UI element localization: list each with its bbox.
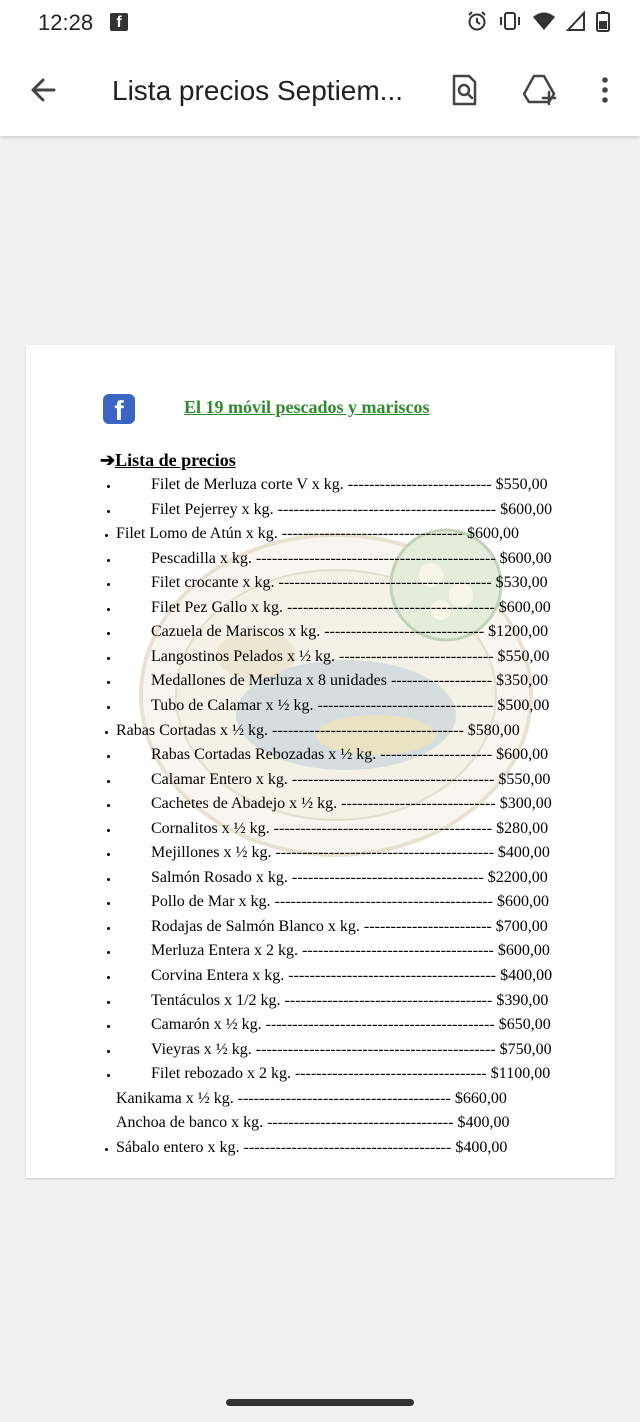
item-name: Filet Lomo de Atún x kg. xyxy=(116,525,278,542)
item-name: Corvina Entera x kg. xyxy=(151,967,285,984)
dot-leader: ----------------------------------- xyxy=(263,1114,458,1131)
list-bullet xyxy=(107,829,110,832)
list-bullet xyxy=(107,878,110,881)
item-price: $500,00 xyxy=(497,697,550,714)
price-list-item xyxy=(151,890,549,914)
list-bullet xyxy=(107,1025,110,1028)
dot-leader: ----------------------------- xyxy=(335,648,498,665)
status-time: 12:28 xyxy=(38,10,94,35)
item-price: $550,00 xyxy=(495,476,548,493)
price-list-item xyxy=(151,768,550,792)
add-to-drive-button[interactable] xyxy=(518,68,562,112)
item-name: Filet crocante x kg. xyxy=(151,574,275,591)
item-name: Salmón Rosado x kg. xyxy=(151,869,288,886)
price-list-item xyxy=(151,792,552,816)
price-list-item xyxy=(151,669,548,693)
dot-leader: --------------------- xyxy=(376,746,497,763)
item-price: $350,00 xyxy=(496,672,549,689)
back-button[interactable] xyxy=(24,68,68,112)
wifi-icon xyxy=(532,10,556,37)
price-list-item xyxy=(151,915,548,939)
price-list-item xyxy=(116,1136,507,1160)
price-list-item xyxy=(151,596,551,620)
facebook-logo: f xyxy=(103,394,135,424)
list-bullet xyxy=(107,1074,110,1077)
dot-leader: ----------------------------------------- xyxy=(273,501,501,518)
item-price: $700,00 xyxy=(495,918,548,935)
price-list-item xyxy=(116,522,519,546)
item-name: Camarón x ½ kg. xyxy=(151,1016,262,1033)
item-price: $600,00 xyxy=(497,893,549,910)
list-bullet xyxy=(107,780,110,783)
dot-leader: ------------------------------ xyxy=(320,623,489,640)
item-name: Langostinos Pelados x ½ kg. xyxy=(151,648,335,665)
item-name: Pollo de Mar x kg. xyxy=(151,893,271,910)
dot-leader: ----------------------------- xyxy=(337,795,500,812)
list-bullet xyxy=(107,657,110,660)
list-bullet xyxy=(107,976,110,979)
price-list-item xyxy=(151,817,548,841)
price-list-item xyxy=(151,1038,552,1062)
item-name: Medallones de Merluza x 8 unidades xyxy=(151,672,387,689)
item-name: Filet Pez Gallo x kg. xyxy=(151,599,283,616)
item-name: Pescadilla x kg. xyxy=(151,550,252,567)
find-in-document-button[interactable] xyxy=(442,68,486,112)
list-bullet xyxy=(107,951,110,954)
arrow-right-icon: ➔ xyxy=(100,450,116,470)
document-heading: El 19 móvil pescados y mariscos xyxy=(184,397,430,417)
price-list-title-text: Lista de precios xyxy=(115,450,236,470)
battery-icon xyxy=(596,10,610,37)
gesture-navigation-bar[interactable] xyxy=(226,1399,414,1406)
price-list-item xyxy=(151,939,550,963)
dot-leader: --------------------------------- xyxy=(313,697,498,714)
list-bullet xyxy=(107,1050,110,1053)
price-list-item xyxy=(151,694,549,718)
dot-leader: ---------------------------------------- xyxy=(274,574,496,591)
dot-leader: ------------------------------------ xyxy=(298,942,498,959)
item-name: Filet rebozado x 2 kg. xyxy=(151,1065,291,1082)
item-price: $300,00 xyxy=(499,795,552,812)
list-bullet xyxy=(107,804,110,807)
item-price: $390,00 xyxy=(496,992,549,1009)
price-list-item xyxy=(151,498,552,522)
document-page[interactable] xyxy=(26,345,615,1178)
item-price: $650,00 xyxy=(498,1016,551,1033)
dot-leader: --------------------------------------------- xyxy=(251,550,500,567)
list-bullet xyxy=(107,681,110,684)
item-name: Cazuela de Mariscos x kg. xyxy=(151,623,321,640)
price-list-item xyxy=(151,645,550,669)
dot-leader: ------------------- xyxy=(386,672,497,689)
add-to-drive-icon xyxy=(518,68,562,112)
price-list-item xyxy=(151,989,548,1013)
status-bar xyxy=(0,0,640,48)
back-arrow-icon xyxy=(24,68,68,112)
app-bar xyxy=(0,48,640,136)
list-bullet xyxy=(105,731,108,734)
item-price: $660,00 xyxy=(454,1090,507,1107)
item-name: Sábalo entero x kg. xyxy=(116,1139,240,1156)
list-bullet xyxy=(107,485,110,488)
item-name: Mejillones x ½ kg. xyxy=(151,844,272,861)
alarm-icon xyxy=(466,10,488,37)
item-name: Rodajas de Salmón Blanco x kg. xyxy=(151,918,360,935)
item-name: Filet Pejerrey x kg. xyxy=(151,501,274,518)
price-list-title xyxy=(100,450,236,471)
list-bullet xyxy=(107,853,110,856)
item-price: $580,00 xyxy=(467,722,520,739)
list-bullet xyxy=(105,534,108,537)
item-price: $600,00 xyxy=(500,501,553,518)
dot-leader: --------------------------------------- xyxy=(284,967,501,984)
item-price: $1200,00 xyxy=(488,623,549,640)
list-bullet xyxy=(107,559,110,562)
document-search-icon xyxy=(442,68,486,112)
list-bullet xyxy=(107,632,110,635)
list-bullet xyxy=(107,902,110,905)
dot-leader: --------------------------------------- xyxy=(239,1139,456,1156)
item-price: $550,00 xyxy=(497,648,550,665)
item-name: Cornalitos x ½ kg. xyxy=(151,820,270,837)
item-price: $1100,00 xyxy=(490,1065,551,1082)
dot-leader: ------------------------------------------- xyxy=(261,1016,499,1033)
item-name: Vieyras x ½ kg. xyxy=(151,1041,252,1058)
item-name: Calamar Entero x kg. xyxy=(151,771,288,788)
price-list-item xyxy=(151,473,548,497)
item-price: $400,00 xyxy=(457,1114,510,1131)
more-options-button[interactable] xyxy=(583,68,627,112)
dot-leader: -------------------------------------- xyxy=(287,771,499,788)
list-bullet xyxy=(107,755,110,758)
list-bullet xyxy=(107,706,110,709)
status-icons xyxy=(466,10,610,37)
price-list-item xyxy=(151,866,548,890)
item-price: $400,00 xyxy=(455,1139,508,1156)
dot-leader: ---------------------------------------- xyxy=(233,1090,455,1107)
price-list-item xyxy=(116,1111,510,1135)
price-list-item xyxy=(151,1013,551,1037)
price-list-item xyxy=(116,719,520,743)
item-price: $400,00 xyxy=(500,967,553,984)
signal-icon xyxy=(566,10,586,37)
dot-leader: ----------------------------------------- xyxy=(271,844,498,861)
price-list-item xyxy=(151,743,548,767)
item-name: Rabas Cortadas x ½ kg. xyxy=(116,722,268,739)
document-title: Lista precios Septiem... xyxy=(112,75,404,106)
dot-leader: --------------------------------------- xyxy=(280,992,497,1009)
list-bullet xyxy=(107,583,110,586)
price-list-item xyxy=(116,1087,507,1111)
dot-leader: ------------------------------------ xyxy=(267,722,468,739)
list-bullet xyxy=(107,608,110,611)
dot-leader: --------------------------- xyxy=(343,476,496,493)
item-price: $2200,00 xyxy=(487,869,548,886)
dot-leader: ------------------------------------ xyxy=(290,1065,491,1082)
item-price: $600,00 xyxy=(496,746,549,763)
dot-leader: ----------------------------------------- xyxy=(269,820,497,837)
item-name: Cachetes de Abadejo x ½ kg. xyxy=(151,795,338,812)
facebook-notification-icon: f xyxy=(110,13,128,31)
dot-leader: --------------------------------------- xyxy=(282,599,499,616)
item-price: $600,00 xyxy=(498,599,551,616)
list-bullet xyxy=(105,1148,108,1151)
item-name: Merluza Entera x 2 kg. xyxy=(151,942,299,959)
item-name: Filet de Merluza corte V x kg. xyxy=(151,476,344,493)
dot-leader: ----------------------------------------- xyxy=(270,893,497,910)
item-name: Rabas Cortadas Rebozadas x ½ kg. xyxy=(151,746,377,763)
item-name: Tubo de Calamar x ½ kg. xyxy=(151,697,314,714)
dot-leader: ------------------------ xyxy=(359,918,496,935)
price-list-item xyxy=(151,547,552,571)
more-vert-icon xyxy=(583,68,627,112)
item-name: Tentáculos x 1/2 kg. xyxy=(151,992,281,1009)
price-list-item xyxy=(151,571,548,595)
item-price: $530,00 xyxy=(495,574,548,591)
list-bullet xyxy=(107,1001,110,1004)
item-price: $400,00 xyxy=(497,844,550,861)
item-price: $600,00 xyxy=(466,525,519,542)
dot-leader: ---------------------------------- xyxy=(277,525,467,542)
item-price: $280,00 xyxy=(496,820,549,837)
item-name: Anchoa de banco x kg. xyxy=(116,1114,264,1131)
price-list-item xyxy=(151,964,552,988)
price-list-item xyxy=(151,841,550,865)
price-list-item xyxy=(151,620,548,644)
item-name: Kanikama x ½ kg. xyxy=(116,1090,234,1107)
item-price: $550,00 xyxy=(498,771,551,788)
list-bullet xyxy=(107,927,110,930)
item-price: $600,00 xyxy=(499,550,552,567)
price-list-item xyxy=(151,1062,550,1086)
item-price: $750,00 xyxy=(499,1041,552,1058)
item-price: $600,00 xyxy=(497,942,550,959)
list-bullet xyxy=(107,510,110,513)
vibrate-icon xyxy=(498,10,522,37)
dot-leader: ------------------------------------ xyxy=(287,869,488,886)
dot-leader: --------------------------------------------- xyxy=(251,1041,500,1058)
